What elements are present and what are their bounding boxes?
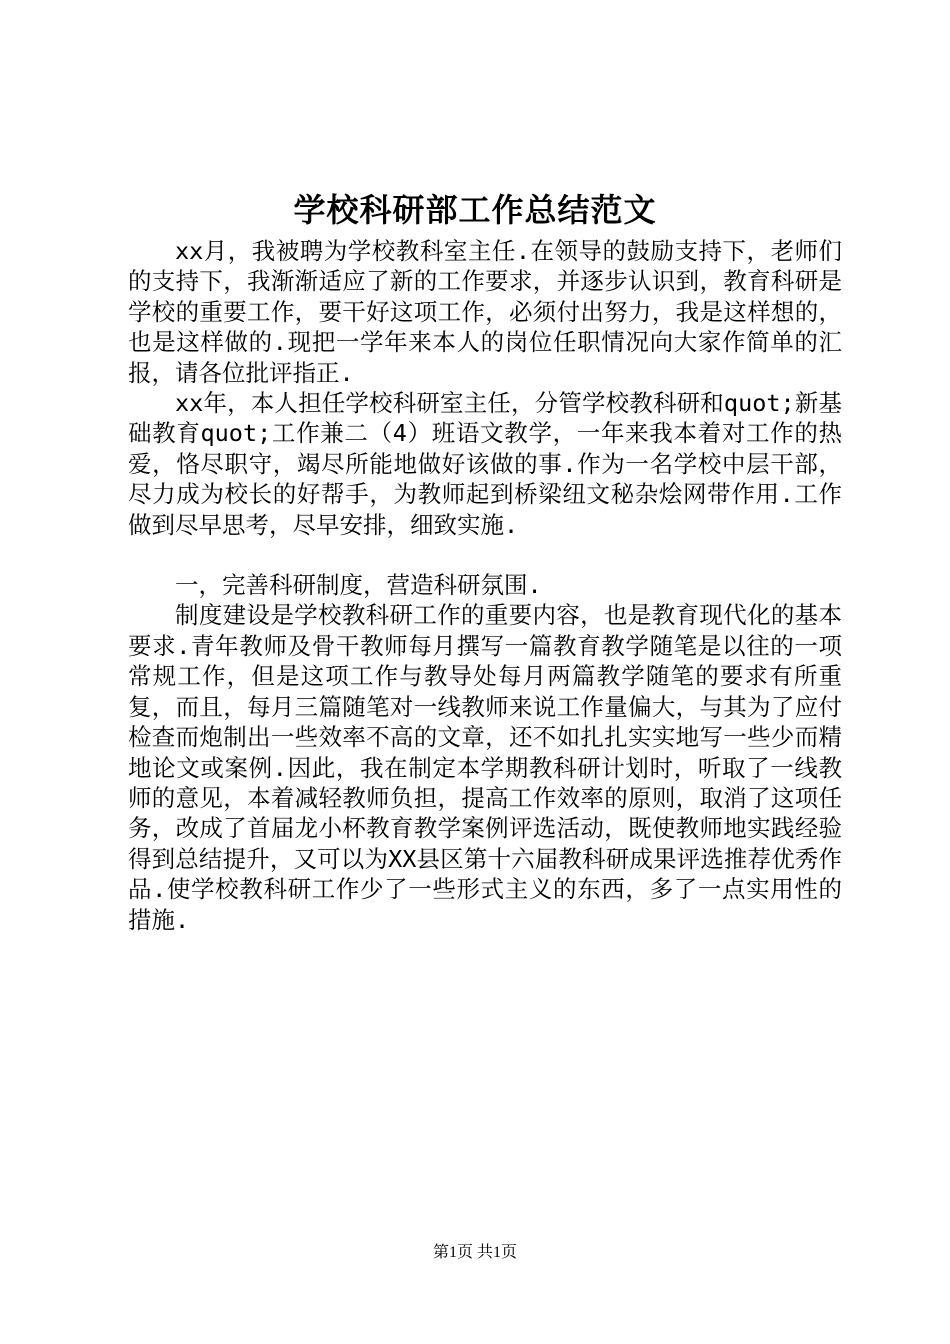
paragraph-responsibilities: xx年，本人担任学校科研室主任，分管学校教科研和quot;新基础教育quot;工作兼二（4）班语文教学，一年来我本着对工作的热爱，恪尽职守，竭尽所能地做好该做的事.作为一名学校中层干部，尽力成为校长的好帮手，为教师起到桥梁纽文秘杂烩网带作用.工作做到尽早思考，尽早安排，细致实施.	[128, 389, 842, 539]
document-title: 学校科研部工作总结范文	[293, 191, 657, 229]
section-heading: 一，完善科研制度，营造科研氛围.	[175, 571, 542, 600]
document-body	[128, 236, 842, 935]
paragraph-system-building: 制度建设是学校教科研工作的重要内容，也是教育现代化的基本要求.青年教师及骨干教师每月撰写一篇教育教学随笔是以往的一项常规工作，但是这项工作与教导处每月两篇教学随笔的要求有所重复，而且，每月三篇随笔对一线教师来说工作量偏大，与其为了应付检查而炮制出一些效率不高的文章，还不如扎扎实实地写一些少而精地论文或案例.因此，我在制定本学期教科研计划时，听取了一线教师的意见，本着减轻教师负担，提高工作效率的原则，取消了这项任务，改成了首届龙小杯教育教学案例评选活动，既使教师地实践经验得到总结提升，又可以为XX县区第十六届教科研成果评选推荐优秀作品.使学校教科研工作少了一些形式主义的东西，多了一点实用性的措施.	[128, 601, 842, 934]
paragraph-intro: xx月，我被聘为学校教科室主任.在领导的鼓励支持下，老师们的支持下，我渐渐适应了新的工作要求，并逐步认识到，教育科研是学校的重要工作，要干好这项工作，必须付出努力，我是这样想的，也是这样做的.现把一学年来本人的岗位任职情况向大家作简单的汇报，请各位批评指正.	[128, 237, 842, 387]
page-number-footer: 第1页 共1页	[432, 1244, 517, 1261]
paragraph-gap	[128, 540, 842, 570]
